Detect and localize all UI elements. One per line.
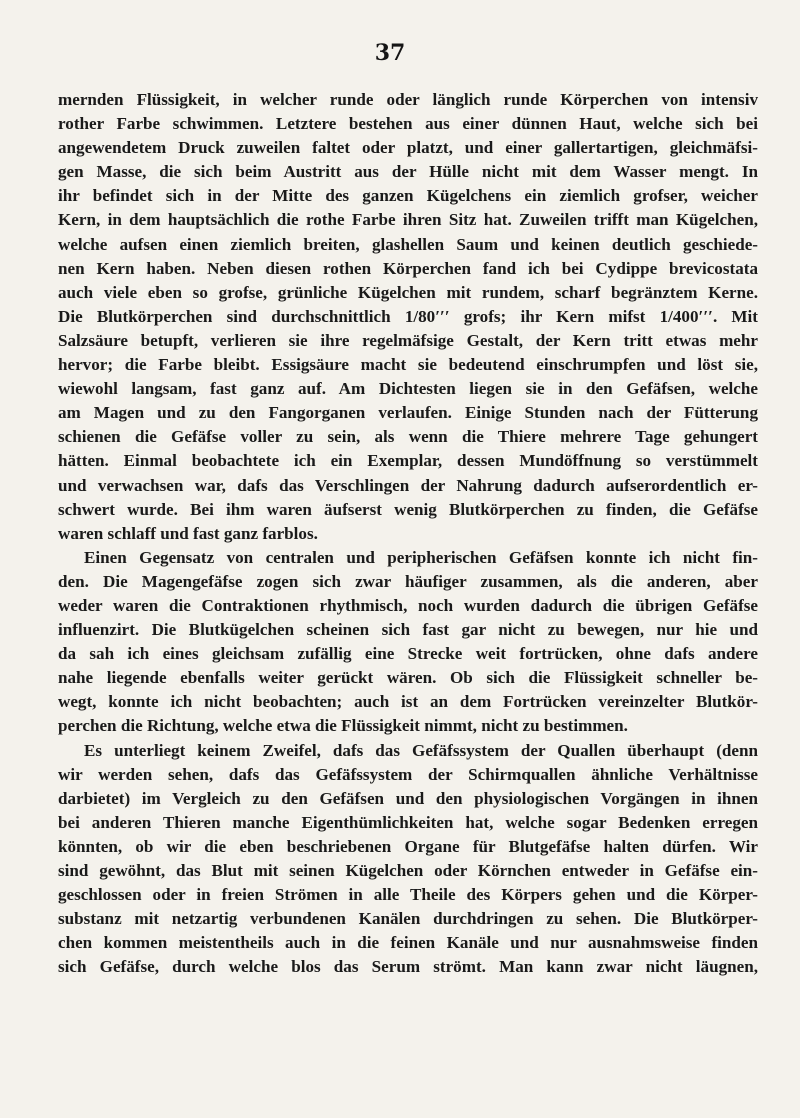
page-number: 37 (374, 40, 406, 66)
text-line: schienen die Gefäfse voller zu sein, als wenn die Thiere mehrere Tage gehungert (58, 427, 758, 447)
text-line: rother Farbe schwimmen. Letztere bestehen aus einer dünnen Haut, welche sich bei (58, 114, 758, 134)
text-line: wegt, konnte ich nicht beobachten; auch ist an dem Fortrücken vereinzelter Blutkör- (58, 692, 758, 712)
text-line: den. Die Magengefäfse zogen sich zwar häufiger zusammen, als die anderen, aber (58, 571, 758, 591)
text-line: auch viele eben so grofse, grünliche Kügelchen mit rundem, scharf begränztem Kerne. (58, 282, 758, 302)
text-line: weder waren die Contraktionen rhythmisch, noch wurden dadurch die übrigen Gefäfse (58, 595, 758, 615)
text-line: sich Gefäfse, durch welche blos das Serum strömt. Man kann zwar nicht läugnen, (58, 957, 758, 977)
text-line: hätten. Einmal beobachtete ich ein Exemplar, dessen Mundöffnung so verstümmelt (58, 451, 758, 471)
text-line: nen Kern haben. Neben diesen rothen Körperchen fand ich bei Cydippe brevicostata (58, 258, 758, 278)
text-line: am Magen und zu den Fangorganen verlaufen. Einige Stunden nach der Fütterung (58, 403, 758, 423)
text-line: waren schlaff und fast ganz farblos. (58, 523, 318, 543)
text-line: darbietet) im Vergleich zu den Gefäfsen und den physiologischen Vorgängen in ihnen (58, 788, 758, 808)
text-line: mernden Flüssigkeit, in welcher runde oder länglich runde Körperchen von intensiv (58, 90, 758, 109)
text-line: könnten, ob wir die eben beschriebenen Organe für Blutgefäfse halten dürfen. Wir (58, 836, 758, 856)
text-line: Kern, in dem hauptsächlich die rothe Farbe ihren Sitz hat. Zuweilen trifft man Kügelchen, (58, 210, 758, 230)
text-line: schwert wurde. Bei ihm waren äufserst wenig Blutkörperchen zu finden, die Gefäfse (58, 499, 758, 519)
text-line: angewendetem Druck zuweilen faltet oder platzt, und einer gallertartigen, gleichmäfsi- (58, 138, 758, 158)
text-line: geschlossen oder in freien Strömen in alle Theile des Körpers gehen und die Körper- (58, 885, 758, 905)
text-line: Salzsäure betupft, verlieren sie ihre regelmäfsige Gestalt, der Kern tritt etwas mehr (58, 330, 758, 350)
text-line: sind gewöhnt, das Blut mit seinen Kügelchen oder Körnchen entweder in Gefäfse ein- (58, 861, 758, 880)
text-line: chen kommen meistentheils auch in die feinen Kanäle und nur ausnahmsweise finden (58, 933, 758, 953)
text-line: welche aufsen einen ziemlich breiten, glashellen Saum und keinen deutlich geschiede- (58, 234, 758, 254)
text-line: Es unterliegt keinem Zweifel, dafs das Gefäfssystem der Quallen überhaupt (denn (84, 740, 758, 760)
text-line: wir werden sehen, dafs das Gefäfssystem der Schirmquallen ähnliche Verhältnisse (58, 764, 758, 784)
text-line: ihr befindet sich in der Mitte des ganzen Kügelchens ein ziemlich grofser, weicher (58, 186, 758, 206)
text-line: Einen Gegensatz von centralen und peripherischen Gefäfsen konnte ich nicht fin- (84, 547, 758, 567)
body-text (58, 88, 758, 979)
text-line: hervor; die Farbe bleibt. Essigsäure macht sie bedeutend einschrumpfen und löst sie, (58, 355, 758, 375)
text-line: Die Blutkörperchen sind durchschnittlich 1/80′′′ grofs; ihr Kern mifst 1/400′′′. Mit (58, 306, 758, 326)
text-line: substanz mit netzartig verbundenen Kanälen durchdringen zu sehen. Die Blutkörper- (58, 909, 758, 929)
text-line: bei anderen Thieren manche Eigenthümlichkeiten hat, welche sogar Bedenken erregen (58, 812, 758, 832)
text-line: gen Masse, die sich beim Austritt aus der Hülle nicht mit dem Wasser mengt. In (58, 162, 758, 182)
text-line: influenzirt. Die Blutkügelchen scheinen sich fast gar nicht zu bewegen, nur hie und (58, 620, 758, 640)
text-line: nahe liegende ebenfalls weiter gerückt wären. Ob sich die Flüssigkeit schneller be- (58, 668, 758, 688)
text-line: da sah ich eines gleichsam zufällig eine Strecke weit fortrücken, ohne dafs andere (58, 644, 758, 664)
text-line: perchen die Richtung, welche etwa die Flüssigkeit nimmt, nicht zu bestimmen. (58, 716, 628, 736)
text-line: und verwachsen war, dafs das Verschlingen der Nahrung dadurch aufserordentlich er- (58, 475, 758, 495)
text-line: wiewohl langsam, fast ganz auf. Am Dichtesten liegen sie in den Gefäfsen, welche (58, 379, 758, 399)
